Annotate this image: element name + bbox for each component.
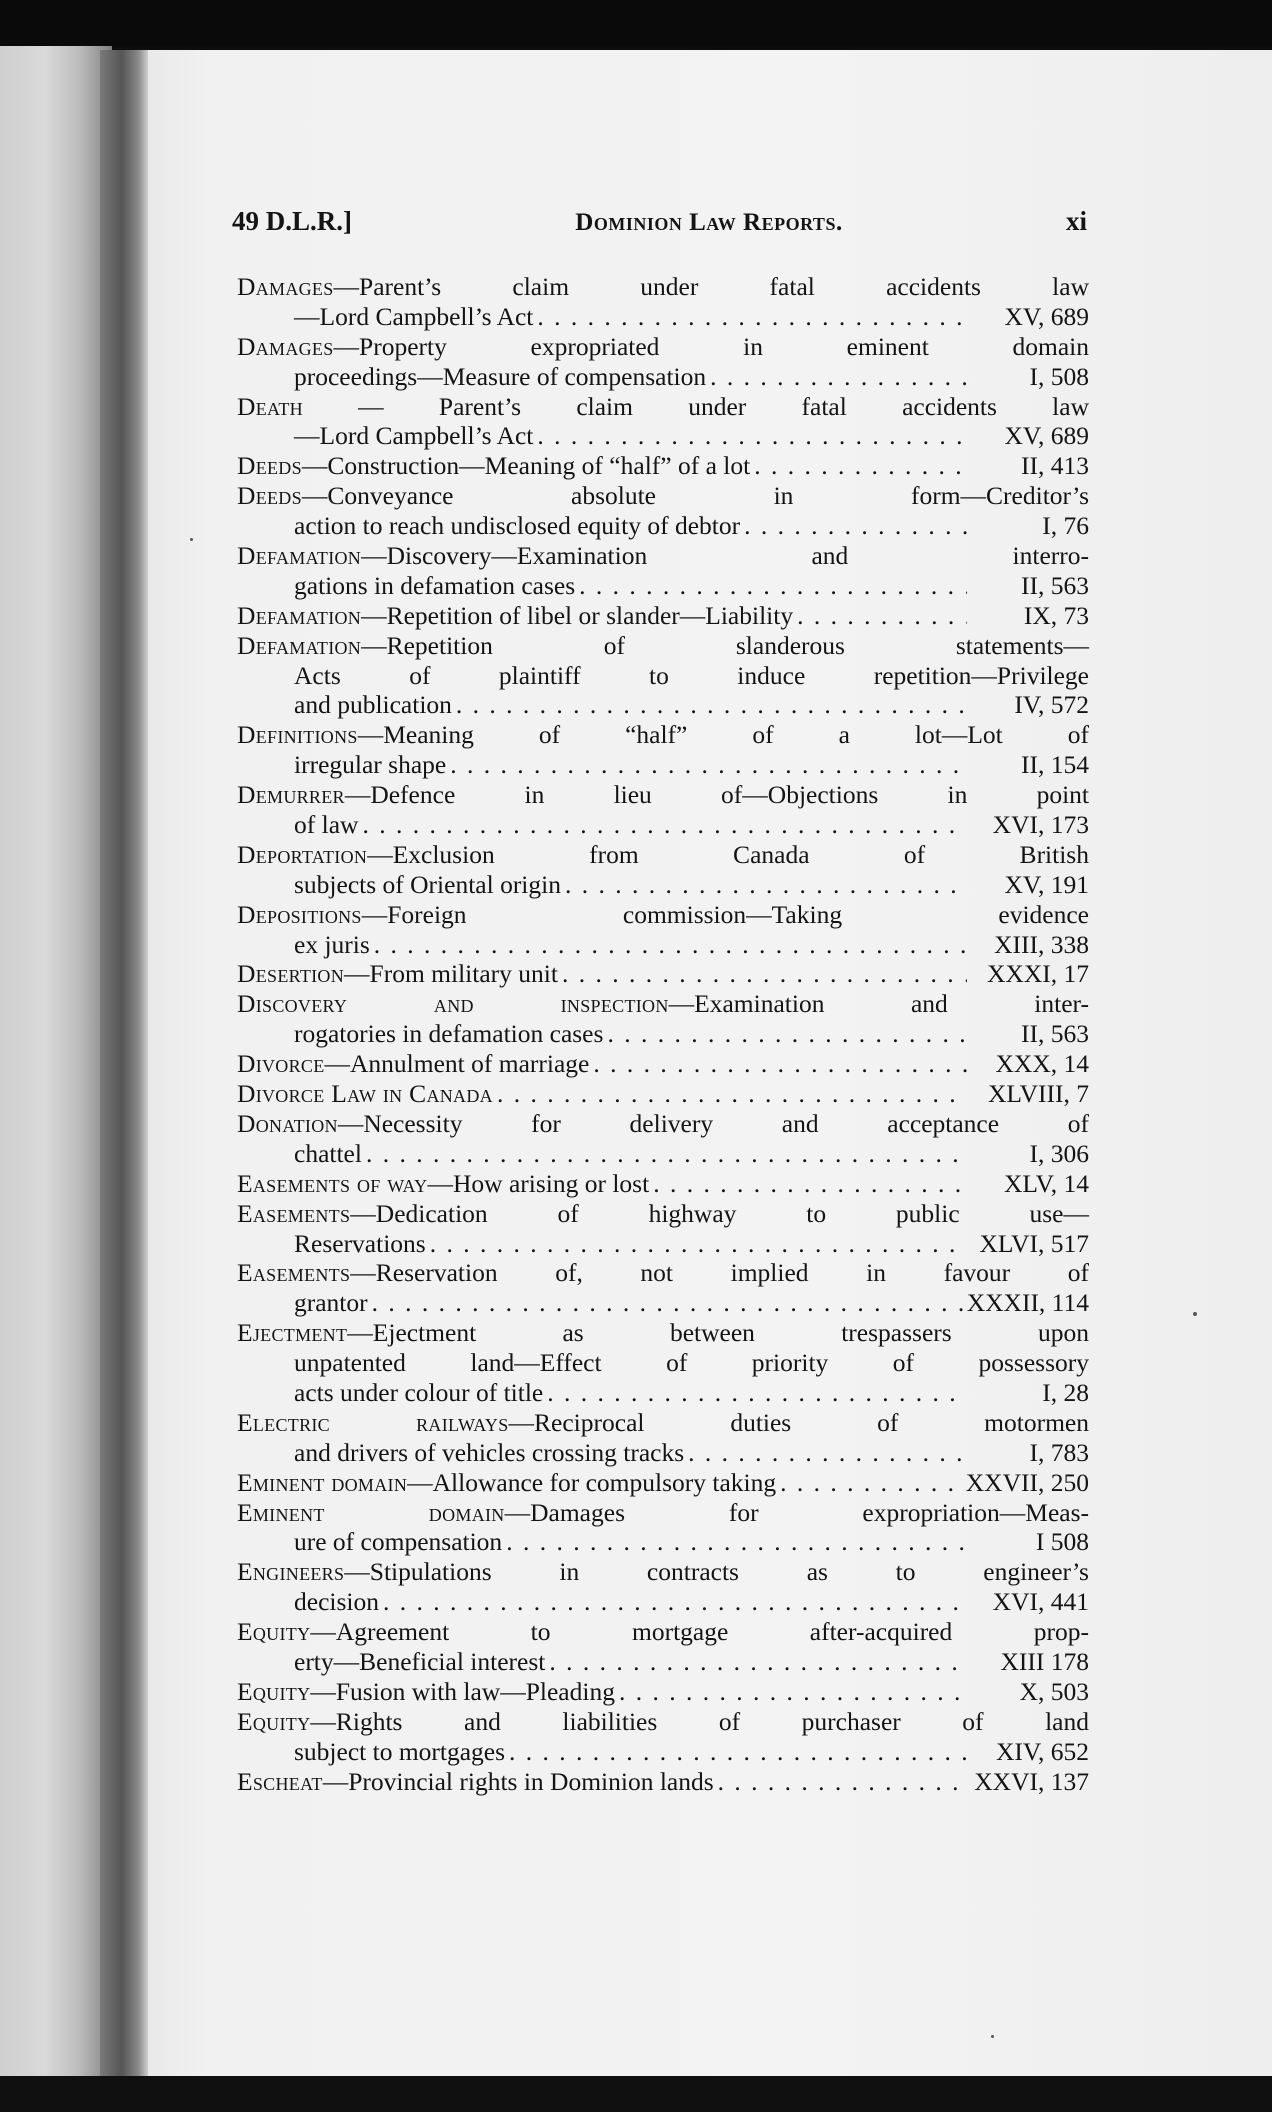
- entry-line: [237, 1109, 1089, 1139]
- volume-page-ref: XXVI, 137: [974, 1766, 1089, 1796]
- entry-text: Repetition of slanderous statements—: [386, 630, 1089, 660]
- entry-line: [237, 1647, 1089, 1677]
- index-entry: [237, 272, 1089, 332]
- dot-leader: [562, 959, 967, 989]
- entry-line: [237, 959, 1089, 989]
- entry-text: Reciprocal duties of motormen: [534, 1407, 1089, 1437]
- volume-page-ref: XLVI, 517: [979, 1228, 1089, 1258]
- volume-page-ref: XVI, 441: [992, 1587, 1089, 1617]
- volume-page-ref: IX, 73: [1023, 600, 1089, 630]
- entry-separator: —: [350, 1258, 376, 1288]
- ink-speck: [991, 2035, 994, 2038]
- entry-heading: Discovery and inspection: [237, 989, 669, 1019]
- entry-line: [237, 750, 1089, 780]
- entry-heading: Deeds: [237, 481, 302, 511]
- entry-heading: Defamation: [237, 600, 362, 630]
- entry-separator: —: [427, 1168, 453, 1198]
- entry-heading: Damages: [237, 331, 334, 361]
- publication-title: Dominion Law Reports.: [575, 209, 843, 236]
- entry-heading: Deeds: [237, 451, 302, 481]
- entry-separator: —: [310, 1706, 336, 1736]
- entry-line: [237, 661, 1089, 691]
- entry-heading: Easements: [237, 1198, 351, 1228]
- entry-text: From military unit: [369, 959, 558, 989]
- entry-line: [237, 451, 1089, 481]
- entry-text: and publication: [294, 690, 452, 720]
- entry-separator: —: [344, 959, 370, 989]
- entry-heading: Depositions: [237, 899, 362, 929]
- entry-line: [237, 362, 1089, 392]
- index-entry: [237, 959, 1089, 989]
- volume-page-ref: II, 563: [1021, 570, 1089, 600]
- book-gutter: [100, 50, 148, 2076]
- dot-leader: [537, 302, 967, 332]
- entry-text: Parent’s claim under fatal accidents law: [438, 391, 1089, 421]
- volume-page-ref: II, 413: [1021, 451, 1089, 481]
- entry-text: Ejectment as between trespassers upon: [372, 1318, 1089, 1348]
- entry-text: unpatented land—Effect of priority of possessory: [294, 1348, 1089, 1378]
- entry-line: [237, 1677, 1089, 1707]
- entry-heading: Eminent domain: [237, 1497, 505, 1527]
- entry-line: [237, 840, 1089, 870]
- volume-page-ref: XV, 689: [1004, 301, 1089, 331]
- entry-text: chattel: [294, 1138, 362, 1168]
- entry-text: and drivers of vehicles crossing tracks: [294, 1437, 685, 1467]
- entry-text: Acts of plaintiff to induce repetition—Privilege: [294, 660, 1089, 690]
- entry-separator: —: [367, 839, 393, 869]
- entry-line: [237, 1199, 1089, 1229]
- entry-heading: Equity: [237, 1676, 311, 1706]
- entry-line: [237, 1527, 1089, 1557]
- facing-page-edge: [0, 46, 112, 2076]
- dot-leader: [579, 571, 967, 601]
- entry-line: [237, 601, 1089, 631]
- index-entry: [237, 631, 1089, 721]
- dot-leader: [710, 362, 967, 392]
- index-entry: [237, 1258, 1089, 1318]
- entry-heading: Defamation: [237, 541, 362, 571]
- index-entry: [237, 1169, 1089, 1199]
- dot-leader: [547, 1378, 967, 1408]
- entry-separator: —: [310, 1676, 336, 1706]
- entry-line: [237, 1767, 1089, 1797]
- index-entry: [237, 1318, 1089, 1408]
- index-entry: [237, 392, 1089, 452]
- entry-text: Damages for expropriation—Meas-: [530, 1497, 1089, 1527]
- scan-bottom-border: [0, 2076, 1272, 2112]
- entry-line: [237, 780, 1089, 810]
- entry-line: [237, 1318, 1089, 1348]
- entry-text: Repetition of libel or slander—Liability: [386, 600, 794, 630]
- dot-leader: [450, 750, 967, 780]
- entry-heading: Electric railways: [237, 1407, 509, 1437]
- entry-line: [237, 810, 1089, 840]
- index-entry: [237, 1617, 1089, 1677]
- entry-text: ure of compensation: [294, 1527, 503, 1557]
- entry-heading: Easements: [237, 1258, 351, 1288]
- volume-page-ref: XIII, 338: [994, 929, 1089, 959]
- entry-line: [237, 571, 1089, 601]
- index-entry: [237, 1049, 1089, 1079]
- dot-leader: [549, 1647, 967, 1677]
- entry-text: irregular shape: [294, 750, 447, 780]
- entry-line: [237, 392, 1089, 422]
- entry-separator: —: [350, 1198, 376, 1228]
- entry-separator: —: [344, 1557, 370, 1587]
- volume-page-ref: IV, 572: [1014, 690, 1089, 720]
- entry-separator: —: [333, 331, 360, 361]
- index-entry: [237, 1767, 1089, 1797]
- entry-text: gations in defamation cases: [294, 570, 576, 600]
- entry-text: decision: [294, 1587, 379, 1617]
- dot-leader: [593, 1049, 967, 1079]
- entry-text: —Lord Campbell’s Act: [294, 421, 534, 451]
- entry-line: [237, 1049, 1089, 1079]
- entry-separator: —: [322, 1766, 349, 1796]
- dot-leader: [744, 511, 967, 541]
- entry-text: Property expropriated in eminent domain: [359, 331, 1089, 361]
- index-entry: [237, 989, 1089, 1049]
- index-entry: [237, 541, 1089, 601]
- volume-page-ref: XLVIII, 7: [987, 1079, 1089, 1109]
- entry-separator: —: [347, 1318, 373, 1348]
- dot-leader: [362, 810, 967, 840]
- entry-line: [237, 1587, 1089, 1617]
- index-entry: [237, 780, 1089, 840]
- entry-line: [237, 930, 1089, 960]
- entry-text: Parent’s claim under fatal accidents law: [359, 272, 1089, 301]
- entry-separator: —: [504, 1497, 531, 1527]
- volume-page-ref: XXX, 14: [995, 1049, 1089, 1079]
- volume-page-ref: I, 28: [1042, 1377, 1089, 1407]
- entry-heading: Demurrer: [237, 780, 345, 810]
- entry-heading: Desertion: [237, 959, 345, 989]
- index-entry: [237, 840, 1089, 900]
- entry-text: subjects of Oriental origin: [294, 869, 561, 899]
- entry-text: Conveyance absolute in form—Creditor’s: [327, 481, 1089, 511]
- dot-leader: [797, 601, 967, 631]
- dot-leader: [607, 1019, 967, 1049]
- entry-line: [237, 1288, 1089, 1318]
- entry-line: [237, 631, 1089, 661]
- entry-heading: Deportation: [237, 839, 368, 869]
- entry-separator: —: [407, 1467, 433, 1497]
- entry-line: [237, 1139, 1089, 1169]
- volume-page-ref: XXXI, 17: [987, 959, 1089, 989]
- volume-page-ref: I, 783: [1029, 1437, 1089, 1467]
- entry-line: [237, 1707, 1089, 1737]
- entry-separator: —: [301, 481, 328, 511]
- entry-text: rogatories in defamation cases: [294, 1019, 604, 1049]
- index-entry: [237, 1079, 1089, 1109]
- entry-text: Reservation of, not implied in favour of: [375, 1258, 1089, 1288]
- entry-heading: Engineers: [237, 1557, 345, 1587]
- entry-line: [237, 1258, 1089, 1288]
- volume-page-ref: XXXII, 114: [966, 1288, 1089, 1318]
- entry-separator: —: [324, 1049, 351, 1079]
- ink-speck: [190, 538, 193, 541]
- index-entry: [237, 900, 1089, 960]
- entry-line: [237, 1348, 1089, 1378]
- entry-text: Fusion with law—Pleading: [335, 1676, 615, 1706]
- index-entries: [237, 272, 1089, 1796]
- entry-line: [237, 1617, 1089, 1647]
- entry-text: Necessity for delivery and acceptance of: [363, 1108, 1089, 1138]
- entry-line: [237, 1408, 1089, 1438]
- entry-text: Defence in lieu of—Objections in point: [370, 780, 1089, 810]
- volume-page-ref: II, 154: [1021, 750, 1089, 780]
- index-entry: [237, 1199, 1089, 1259]
- index-entry: [237, 1707, 1089, 1767]
- entry-line: [237, 481, 1089, 511]
- entry-separator: —: [333, 272, 360, 301]
- entry-heading: Divorce Law in Canada: [237, 1079, 493, 1109]
- volume-page-ref: XV, 191: [1004, 869, 1089, 899]
- entry-heading: Equity: [237, 1617, 311, 1647]
- entry-line: [237, 1229, 1089, 1259]
- entry-heading: Escheat: [237, 1766, 323, 1796]
- scan-top-border: [0, 0, 1272, 46]
- entry-line: [237, 989, 1089, 1019]
- index-entry: [237, 1408, 1089, 1468]
- index-entry: [237, 720, 1089, 780]
- entry-text: Exclusion from Canada of British: [392, 839, 1089, 869]
- entry-heading: Definitions: [237, 720, 358, 750]
- entry-separator: —: [668, 989, 695, 1019]
- entry-line: [237, 511, 1089, 541]
- index-entry: [237, 332, 1089, 392]
- entry-heading: Easements of way: [237, 1168, 428, 1198]
- dot-leader: [688, 1438, 967, 1468]
- index-entry: [237, 481, 1089, 541]
- dot-leader: [718, 1767, 967, 1797]
- entry-text: Reservations: [294, 1228, 426, 1258]
- entry-separator: —: [310, 1617, 336, 1647]
- dot-leader: [780, 1468, 962, 1498]
- entry-separator: —: [508, 1407, 535, 1437]
- entry-text: Discovery—Examination and interro-: [386, 541, 1089, 571]
- dot-leader: [506, 1527, 967, 1557]
- entry-line: [237, 1378, 1089, 1408]
- index-entry: [237, 601, 1089, 631]
- index-entry: [237, 451, 1089, 481]
- dot-leader: [430, 1229, 967, 1259]
- entry-text: Rights and liabilities of purchaser of land: [335, 1706, 1089, 1736]
- volume-page-ref: X, 503: [1019, 1676, 1089, 1706]
- dot-leader: [754, 451, 967, 481]
- entry-text: Annulment of marriage: [350, 1049, 590, 1079]
- entry-text: Foreign commission—Taking evidence: [387, 899, 1089, 929]
- entry-separator: —: [301, 451, 328, 481]
- entry-line: [237, 720, 1089, 750]
- volume-page-ref: I, 306: [1029, 1138, 1089, 1168]
- entry-heading: Ejectment: [237, 1318, 348, 1348]
- entry-heading: Equity: [237, 1706, 311, 1736]
- entry-text: —Lord Campbell’s Act: [294, 301, 534, 331]
- entry-separator: —: [337, 1108, 364, 1138]
- entry-separator: —: [344, 780, 371, 810]
- entry-text: Meaning of “half” of a lot—Lot of: [383, 720, 1089, 750]
- volume-page-ref: I 508: [1035, 1527, 1089, 1557]
- entry-separator: —: [302, 391, 439, 421]
- entry-text: Examination and inter-: [694, 989, 1089, 1019]
- entry-text: grantor: [294, 1288, 368, 1318]
- entry-text: erty—Beneficial interest: [294, 1646, 546, 1676]
- entry-separator: —: [361, 541, 387, 571]
- dot-leader: [537, 421, 967, 451]
- entry-text: subject to mortgages: [294, 1736, 506, 1766]
- dot-leader: [509, 1737, 967, 1767]
- entry-heading: Eminent domain: [237, 1467, 408, 1497]
- entry-line: [237, 1468, 1089, 1498]
- entry-line: [237, 1737, 1089, 1767]
- entry-separator: —: [361, 600, 387, 630]
- entry-line: [237, 1169, 1089, 1199]
- entry-line: [237, 302, 1089, 332]
- index-entry: [237, 1498, 1089, 1558]
- entry-text: ex juris: [294, 929, 370, 959]
- entry-line: [237, 690, 1089, 720]
- entry-line: [237, 1438, 1089, 1468]
- volume-page-ref: XV, 689: [1004, 421, 1089, 451]
- volume-page-ref: XXVII, 250: [965, 1467, 1089, 1497]
- dot-leader: [383, 1587, 967, 1617]
- volume-page-ref: XIII 178: [1000, 1646, 1089, 1676]
- entry-line: [237, 1079, 1089, 1109]
- dot-leader: [456, 690, 967, 720]
- entry-text: Agreement to mortgage after-acquired prop-: [335, 1617, 1089, 1647]
- dot-leader: [366, 1139, 967, 1169]
- entry-separator: —: [357, 720, 384, 750]
- entry-heading: Divorce: [237, 1049, 325, 1079]
- entry-text: Dedication of highway to public use—: [375, 1198, 1089, 1228]
- entry-text: acts under colour of title: [294, 1377, 544, 1407]
- running-header: [232, 206, 1087, 246]
- entry-text: How arising or lost: [453, 1168, 650, 1198]
- index-entry: [237, 1557, 1089, 1617]
- dot-leader: [619, 1677, 967, 1707]
- entry-text: action to reach undisclosed equity of debtor: [294, 511, 741, 541]
- dot-leader: [497, 1079, 967, 1109]
- entry-line: [237, 870, 1089, 900]
- dot-leader: [374, 930, 967, 960]
- volume-page-ref: XLV, 14: [1003, 1168, 1089, 1198]
- volume-page-ref: I, 508: [1029, 361, 1089, 391]
- entry-text: Construction—Meaning of “half” of a lot: [327, 451, 751, 481]
- volume-label: 49 D.L.R.]: [232, 206, 352, 236]
- dot-leader: [565, 870, 967, 900]
- entry-text: Allowance for compulsory taking: [432, 1467, 777, 1497]
- volume-page-ref: II, 563: [1021, 1019, 1089, 1049]
- entry-line: [237, 421, 1089, 451]
- entry-separator: —: [361, 630, 387, 660]
- dot-leader: [372, 1288, 963, 1318]
- entry-line: [237, 272, 1089, 302]
- entry-text: of law: [294, 810, 359, 840]
- entry-line: [237, 541, 1089, 571]
- entry-text: Provincial rights in Dominion lands: [348, 1766, 714, 1796]
- volume-page-ref: XVI, 173: [992, 810, 1089, 840]
- entry-line: [237, 1498, 1089, 1528]
- ink-speck: [1193, 1312, 1197, 1316]
- index-entry: [237, 1468, 1089, 1498]
- entry-line: [237, 1557, 1089, 1587]
- volume-page-ref: XIV, 652: [995, 1736, 1089, 1766]
- entry-heading: Defamation: [237, 630, 362, 660]
- volume-page-ref: I, 76: [1042, 511, 1089, 541]
- entry-heading: Donation: [237, 1108, 338, 1138]
- page-number: xi: [1065, 206, 1087, 236]
- entry-line: [237, 332, 1089, 362]
- dot-leader: [653, 1169, 967, 1199]
- entry-separator: —: [361, 899, 388, 929]
- entry-text: proceedings—Measure of compensation: [294, 361, 707, 391]
- entry-line: [237, 1019, 1089, 1049]
- entry-heading: Damages: [237, 272, 334, 301]
- entry-heading: Death: [237, 391, 303, 421]
- entry-line: [237, 900, 1089, 930]
- index-entry: [237, 1109, 1089, 1169]
- entry-text: Stipulations in contracts as to engineer’s: [369, 1557, 1089, 1587]
- index-entry: [237, 1677, 1089, 1707]
